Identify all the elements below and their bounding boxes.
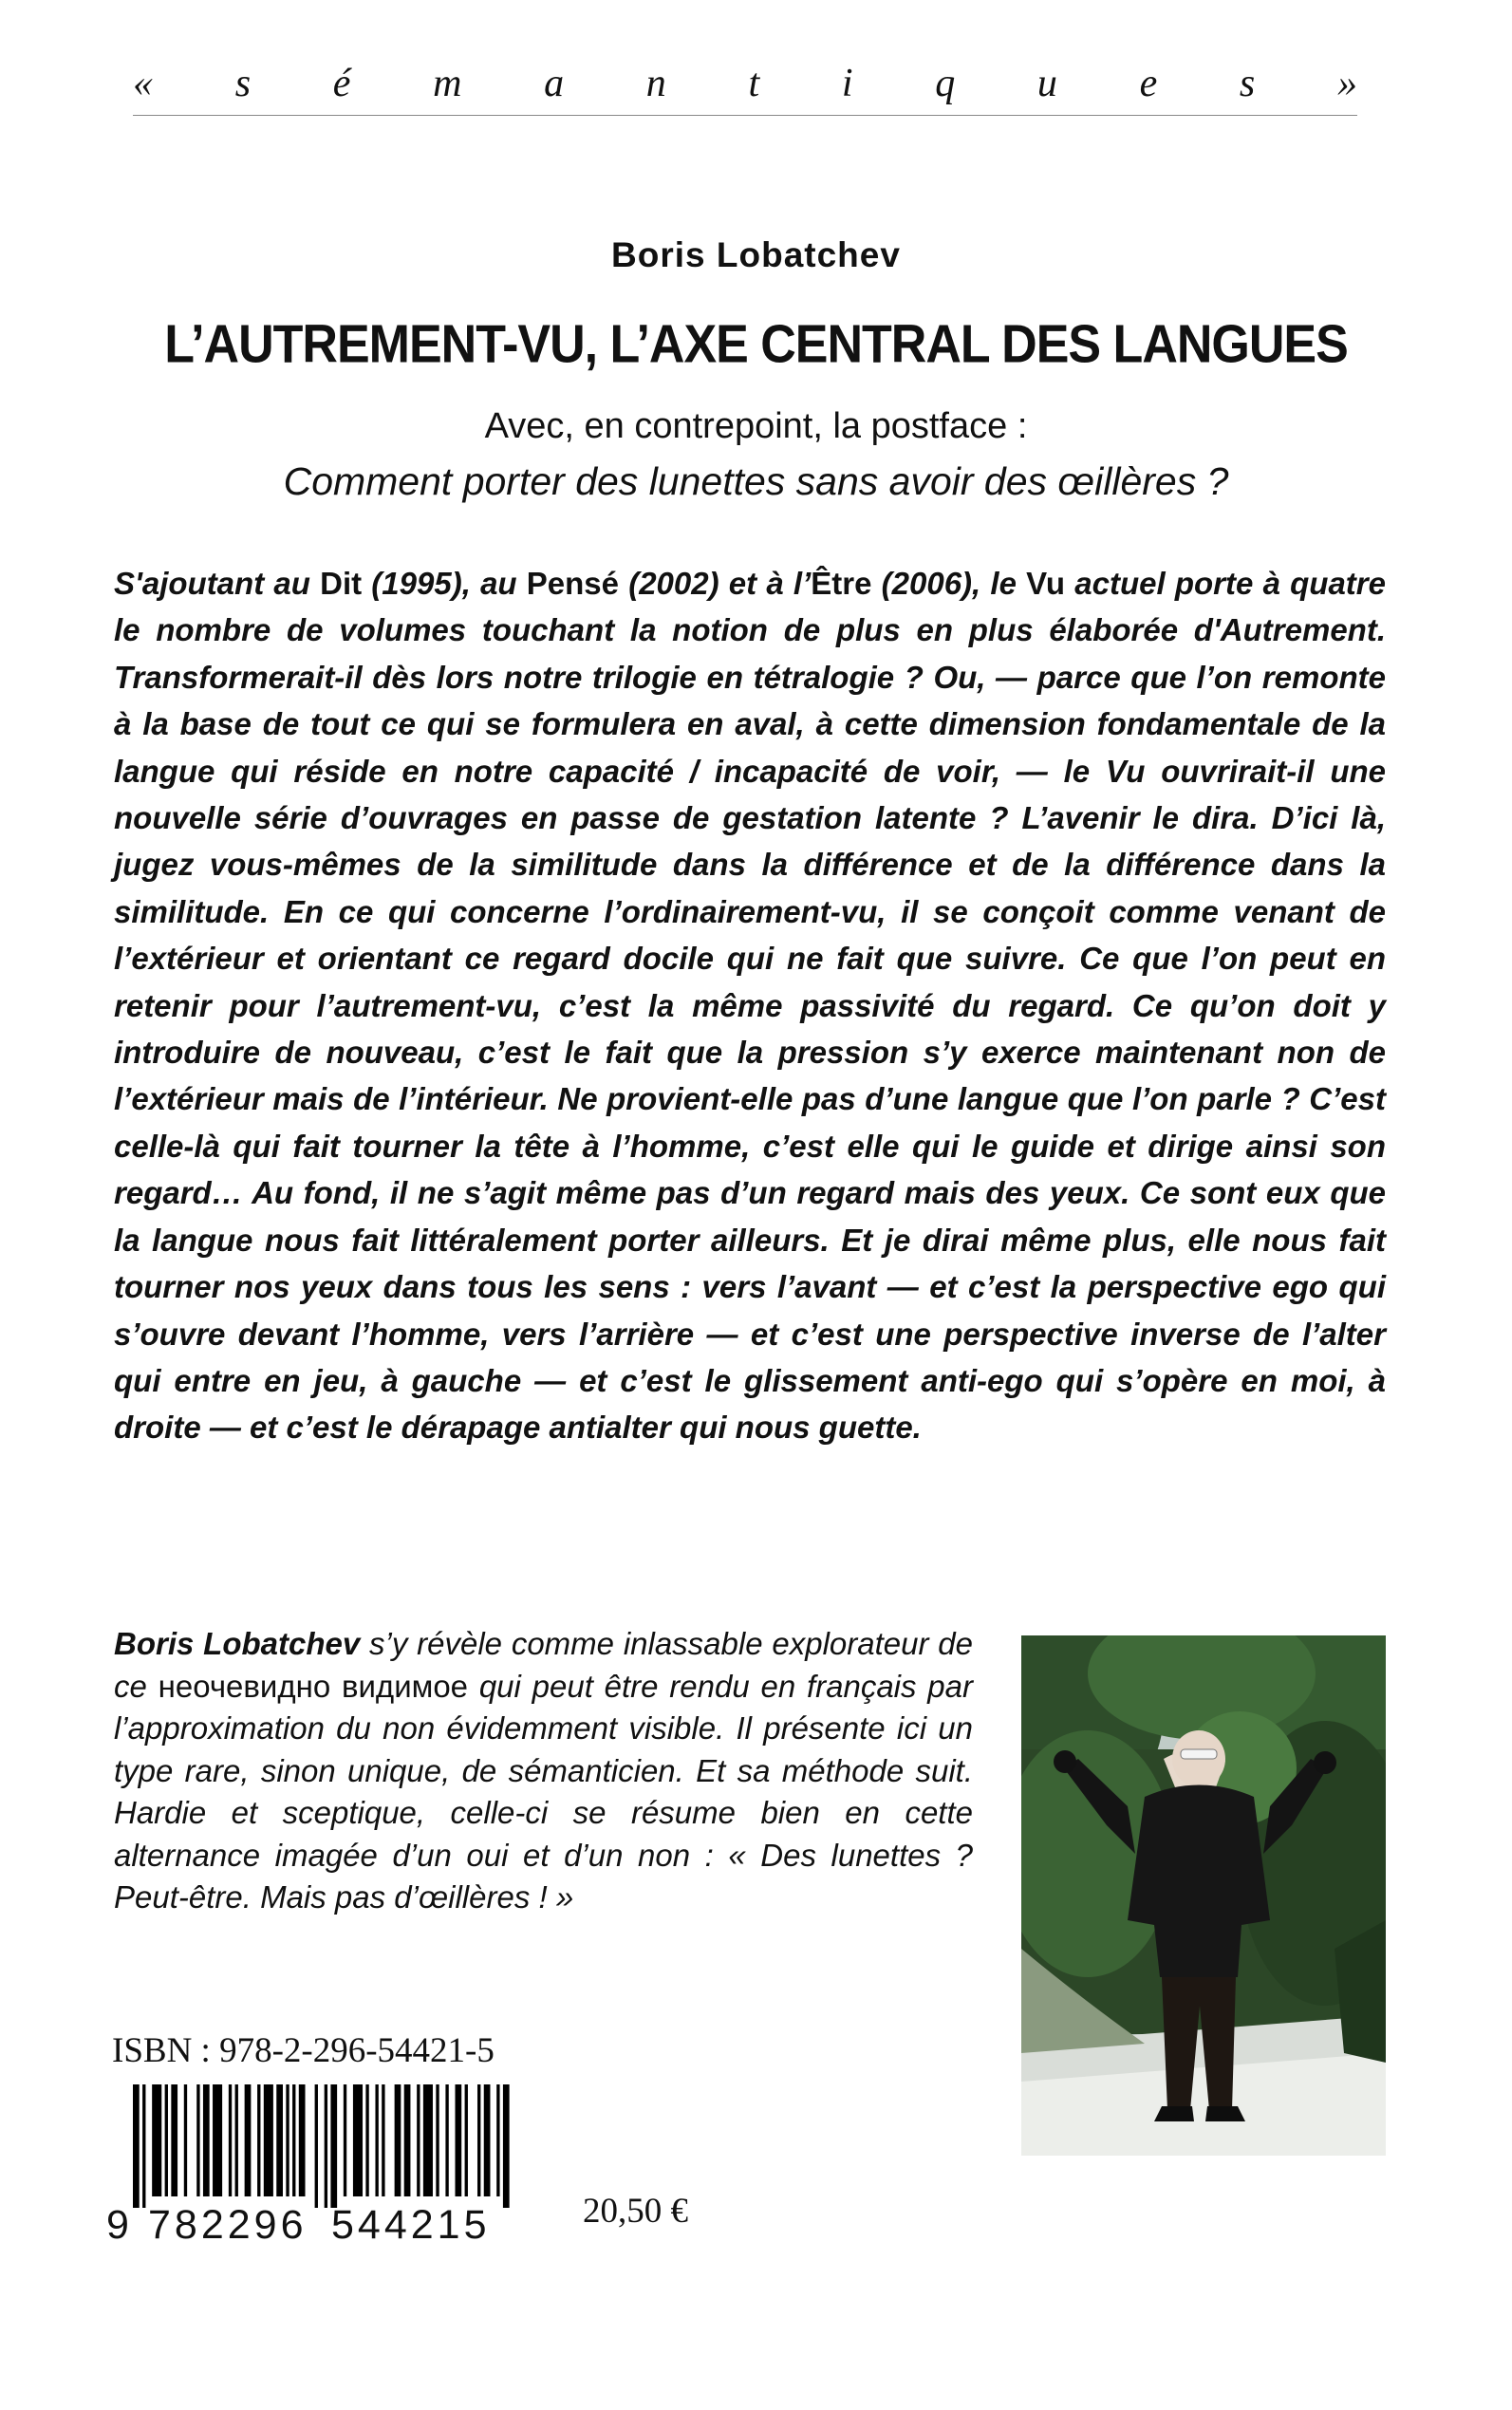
barcode-digits (106, 2202, 524, 2249)
barcode-bar (325, 2084, 327, 2208)
barcode-bar (404, 2084, 411, 2196)
blurb-text: S'ajoutant au (114, 566, 321, 601)
barcode-bar (503, 2084, 510, 2208)
series-letter: n (645, 62, 666, 105)
blurb-work-title: Vu (1026, 566, 1066, 601)
blurb-work-title: Être (811, 566, 872, 601)
series-letter: u (1036, 62, 1057, 105)
series-letter: e (1139, 62, 1158, 105)
blurb-text: actuel porte à quatre le nombre de volumes touchant la notion de plus en plus élaborée d'Autrement. Transformerait-il dès lors notre trilogie en tétralogie ? Ou, — parce que l’on remonte à la base de tout ce qui se formulera en aval, à cette dimension fondamentale de la langue qui réside en notre capacité / incapacité de voir, — le Vu ouvrirait-il une nouvelle série d’ouvrages en passe de gestation latente ? L’avenir le dira. D’ici là, jugez vous-mêmes de la similitude dans la différence et de la différence dans la similitude. En ce qui concerne l’ordinairement-vu, il se conçoit comme venant de l’extérieur et orientant ce regard docile qui ne fait que suivre. Ce que l’on peut en retenir pour l’autrement-vu, c’est la même passivité du regard. Ce qu’on doit y introduire de nouveau, c’est le fait que la pression s’y exerce maintenant non de l’extérieur mais de l’intérieur. Ne provient-elle pas d’une langue que l’on parle ? C’est celle-là qui fait tourner la tête à l’homme, c’est elle qui le guide et dirige ainsi son regard… Au fond, il ne s’agit même pas d’un regard mais des yeux. Ce sont eux que la langue nous fait littéralement porter ailleurs. Et je dirai même plus, elle nous fait tourner nos yeux dans tous les sens : vers l’avant — et c’est la perspective ego qui s’ouvre devant l’homme, vers l’arrière — et c’est une perspective inverse de l’alter qui entre en jeu, à gauche — et c’est le glissement anti-ego qui s’opère en moi, à droite — et c’est le dérapage antialter qui nous guette. (114, 566, 1386, 1446)
subtitle-postface: Comment porter des lunettes sans avoir des œillères ? (283, 459, 1229, 503)
series-letter: i (841, 62, 853, 105)
barcode-bar (382, 2084, 384, 2196)
series-name (133, 63, 1357, 104)
barcode-bar (133, 2084, 140, 2208)
barcode-bar (423, 2084, 433, 2196)
barcode-bar (484, 2084, 491, 2196)
barcode-bar (465, 2084, 468, 2196)
barcode-bar (171, 2084, 177, 2196)
barcode-bar (375, 2084, 378, 2196)
barcode-bar (184, 2084, 187, 2196)
blurb-work-title: Pensé (526, 566, 620, 601)
subtitle-intro: Avec, en contrepoint, la postface : (484, 406, 1028, 446)
barcode-bar (417, 2084, 420, 2196)
blurb-text: (1995), au (362, 566, 527, 601)
bio-russian-phrase: неочевидно видимое (158, 1668, 469, 1704)
barcode-bar (213, 2084, 222, 2196)
barcode-bar (344, 2084, 346, 2196)
barcode (133, 2084, 513, 2208)
bio-text: s’y révèle comme inlassable explorateur de ce (114, 1626, 973, 1704)
barcode-bar (196, 2084, 199, 2196)
barcode-digits-left: 782296 (148, 2202, 308, 2248)
barcode-bar (276, 2084, 283, 2196)
barcode-bar (496, 2084, 499, 2196)
author-name: Boris Lobatchev (611, 235, 901, 274)
blurb-text: (2006), le (871, 566, 1027, 601)
series-letter: t (748, 62, 760, 105)
barcode-bar (229, 2084, 232, 2196)
series-letter: é (332, 62, 351, 105)
barcode-bar (330, 2084, 337, 2208)
barcode-bar (353, 2084, 363, 2196)
back-cover-blurb (114, 560, 1386, 1451)
barcode-bar (264, 2084, 273, 2196)
barcode-bar (235, 2084, 238, 2196)
series-letter: « (133, 62, 153, 105)
barcode-bar (477, 2084, 480, 2196)
barcode-digits-right: 544215 (331, 2202, 491, 2248)
author-photo (1021, 1635, 1386, 2156)
barcode-bar (286, 2084, 289, 2196)
barcode-bar (455, 2084, 461, 2196)
barcode-bar (365, 2084, 368, 2196)
bio-author-name: Boris Lobatchev (114, 1626, 361, 1661)
barcode-bar (245, 2084, 252, 2196)
barcode-bar (292, 2084, 295, 2196)
barcode-bar (315, 2084, 318, 2208)
series-letter: q (935, 62, 956, 105)
barcode-bar (436, 2084, 439, 2196)
barcode-bar (395, 2084, 401, 2196)
barcode-bar (152, 2084, 161, 2196)
book-title: L’AUTREMENT-VU, L’AXE CENTRAL DES LANGUES (164, 314, 1348, 375)
blurb-text: (2002) et à l’ (619, 566, 812, 601)
series-letter: m (433, 62, 462, 105)
blurb-work-title: Dit (320, 566, 363, 601)
barcode-bar (165, 2084, 168, 2196)
barcode-bar (203, 2084, 210, 2196)
author-bio (114, 1623, 973, 1919)
series-letter: a (544, 62, 565, 105)
price: 20,50 € (583, 2192, 688, 2231)
barcode-bar (299, 2084, 306, 2196)
barcode-bar (257, 2084, 260, 2196)
series-letter: » (1336, 62, 1357, 105)
barcode-bar (445, 2084, 448, 2196)
barcode-digit-first: 9 (106, 2202, 129, 2248)
series-divider (133, 115, 1357, 116)
series-letter: s (1239, 62, 1256, 105)
bio-text: qui peut être rendu en français par l’approximation du non évidemment visible. Il présente ici un type rare, sinon unique, de sémanticien. Et sa méthode suit. Hardie et sceptique, celle-ci se résume bien en cette alternance imagée d’un oui et d’un non : « Des lunettes ? Peut-être. Mais pas d’œillères ! » (114, 1668, 973, 1915)
isbn-text: ISBN : 978-2-296-54421-5 (112, 2031, 495, 2070)
series-letter: s (234, 62, 252, 105)
barcode-bar (142, 2084, 145, 2208)
